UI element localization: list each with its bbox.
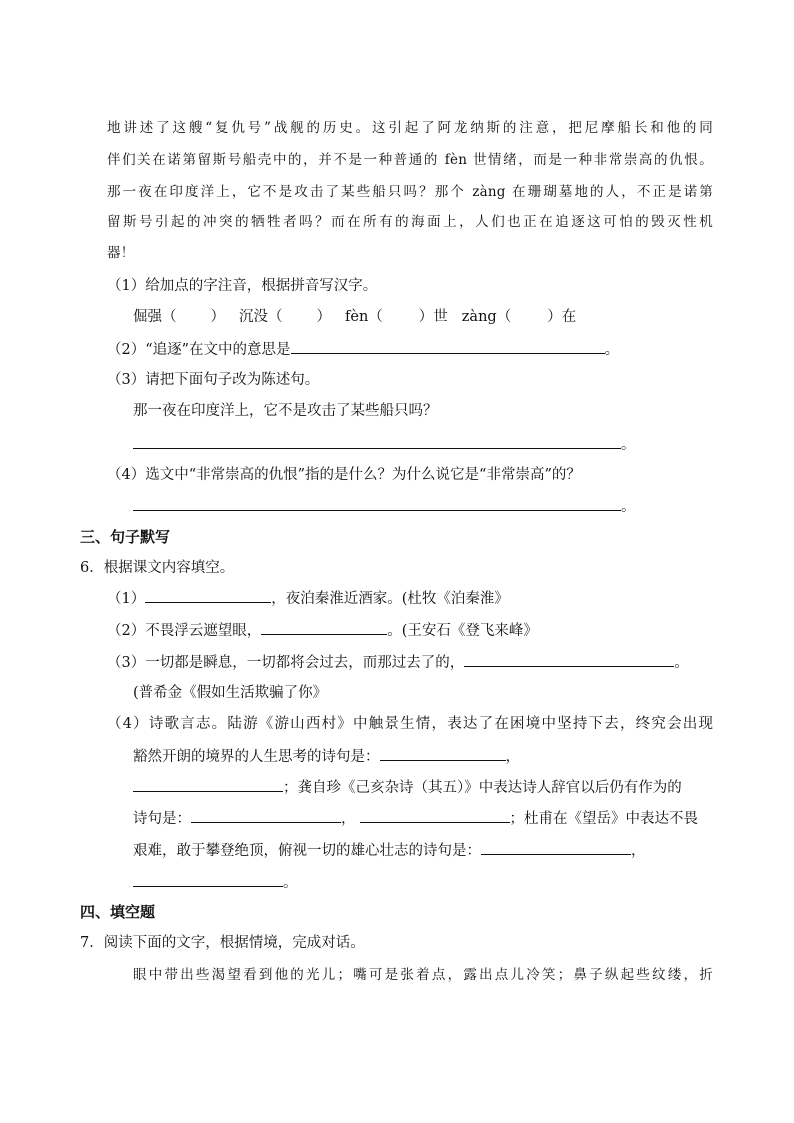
q6-item-4-line-5: 艰难，敢于攀登绝顶，俯视一切的雄心壮志的诗句是： ， — [133, 840, 646, 861]
answer-blank[interactable] — [133, 777, 283, 792]
q5-part1-prompt: （1）给加点的字注音，根据拼音写汉字。 — [107, 278, 378, 294]
q6-title: 6．根据课文内容填空。 — [80, 560, 235, 576]
q6-item-3-source: (普希金《假如生活欺骗了你》 — [133, 685, 328, 701]
q6-item-4-line-3: ；龚自珍《己亥杂诗（其五）》中表达诗人辞官以后仍有作为的 — [133, 777, 682, 798]
q5-part4-prompt: （4）选文中“非常崇高的仇恨”指的是什么？为什么说它是“非常崇高”的？ — [107, 467, 581, 483]
passage-line-5: 器！ — [107, 245, 135, 261]
answer-blank[interactable] — [464, 652, 674, 667]
answer-blank[interactable] — [191, 808, 341, 823]
passage-line-4: 留斯号引起的冲突的牺牲者吗？而在所有的海面上，人们也正在追逐这可怕的毁灭性机 — [107, 214, 713, 230]
q6-item-4-line-1: （4）诗歌言志。陆游《游山西村》中触景生情，表达了在困境中坚持下去，终究会出现 — [107, 716, 713, 732]
q6-item-4-line-4: 诗句是： ， ；杜甫在《望岳》中表达不畏 — [133, 808, 698, 829]
q5-part3-sentence: 那一夜在印度洋上，它不是攻击了某些船只吗？ — [133, 403, 438, 419]
q5-part2: （2）“追逐”在文中的意思是 。 — [107, 339, 619, 360]
word-zang: zàng（ — [461, 309, 512, 325]
answer-blank[interactable] — [133, 496, 621, 511]
passage-line-1: 地讲述了这艘“复仇号”战舰的历史。这引起了阿龙纳斯的注意，把尼摩船长和他的同 — [107, 120, 713, 136]
q5-part3-prompt: （3）请把下面句子改为陈述句。 — [107, 372, 320, 388]
word-juejiang: 倔强（ — [133, 309, 177, 325]
q7-title: 7．阅读下面的文字，根据情境，完成对话。 — [80, 935, 365, 951]
answer-blank[interactable] — [291, 339, 605, 354]
q5-part3-answer: 。 — [133, 434, 636, 455]
q5-part1-words: 倔强（ ） 沉没（ ） fèn（ ）世 zàng（ ）在 — [133, 309, 577, 325]
answer-blank[interactable] — [481, 840, 631, 855]
q6-item-4-line-2: 豁然开朗的境界的人生思考的诗句是： ， — [133, 746, 520, 767]
section-title-3: 三、句子默写 — [80, 528, 171, 546]
answer-blank[interactable] — [133, 434, 621, 449]
q6-item-2: （2）不畏浮云遮望眼， 。(王安石《登飞来峰》 — [107, 620, 538, 641]
q5-part4-answer: 。 — [133, 496, 636, 517]
word-chenmo: 沉没（ — [239, 309, 283, 325]
section-title-4: 四、填空题 — [80, 903, 156, 921]
answer-blank[interactable] — [145, 588, 271, 603]
answer-blank[interactable] — [360, 808, 510, 823]
answer-blank[interactable] — [261, 620, 387, 635]
q7-passage-line-1: 眼中带出些渴望看到他的光儿；嘴可是张着点，露出点儿冷笑；鼻子纵起些纹缕，折 — [133, 967, 713, 983]
word-fen: fèn（ — [345, 309, 383, 325]
passage-line-2: 伴们关在诺第留斯号船壳中的，并不是一种普通的 fèn 世情绪，而是一种非常崇高的仇恨。 — [107, 152, 713, 168]
q6-item-1: （1） ，夜泊秦淮近酒家。(杜牧《泊秦淮》 — [107, 588, 509, 609]
q6-item-4-line-6: 。 — [133, 872, 298, 893]
q6-item-3: （3）一切都是瞬息，一切都将会过去，而那过去了的， 。 — [107, 652, 689, 673]
answer-blank[interactable] — [380, 746, 506, 761]
passage-line-3: 那一夜在印度洋上，它不是攻击了某些船只吗？那个 zàng 在珊瑚墓地的人，不正是诺第 — [107, 184, 713, 200]
answer-blank[interactable] — [133, 872, 283, 887]
